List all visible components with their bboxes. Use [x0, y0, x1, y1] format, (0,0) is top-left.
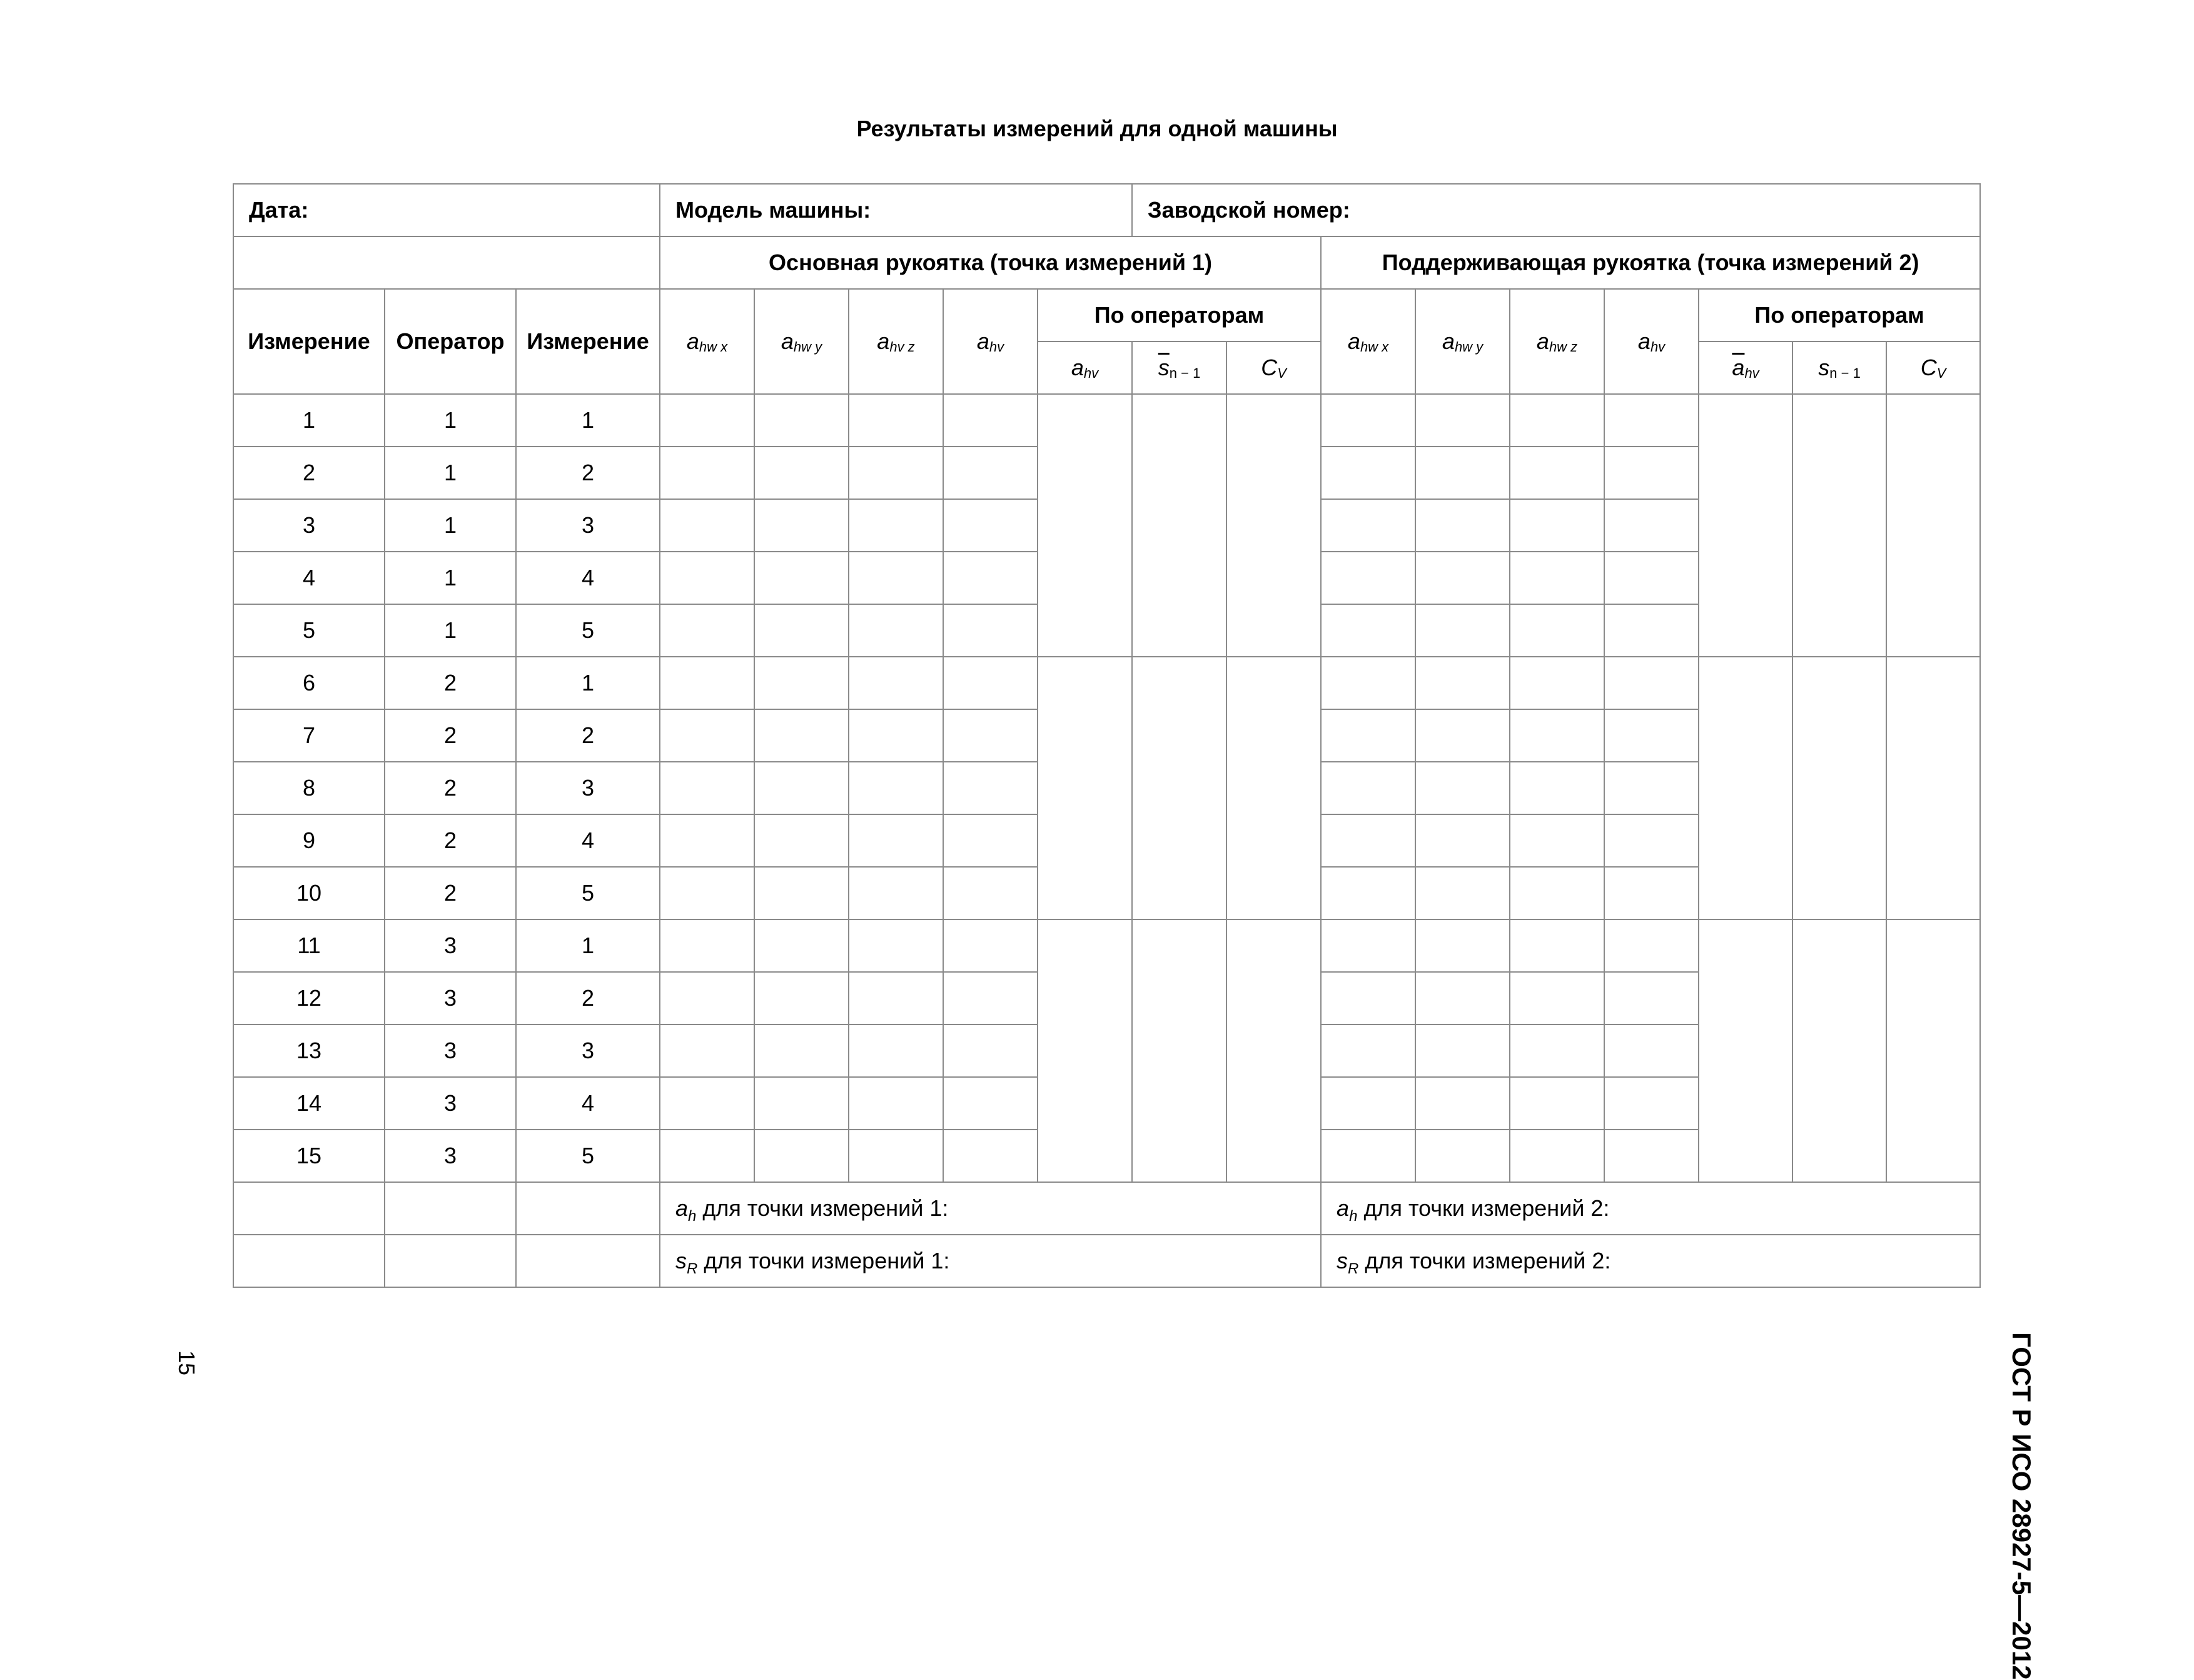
main-handle-value-cell[interactable] — [849, 604, 943, 657]
col-header-ahwy-2: $a_{hw y}$ — [1415, 289, 1510, 394]
support-handle-value-cell[interactable] — [1415, 709, 1510, 762]
measurement-number-cell: 15 — [233, 1130, 385, 1182]
col-header-measurement: Измерение — [233, 289, 385, 394]
main-handle-value-cell[interactable] — [849, 919, 943, 972]
support-handle-value-cell[interactable] — [1321, 552, 1415, 604]
operator-measurement-cell: 2 — [516, 709, 660, 762]
main-handle-value-cell[interactable] — [660, 657, 754, 709]
operator-cell: 1 — [385, 499, 516, 552]
main-handle-operator-stat-cell[interactable] — [1132, 919, 1226, 1182]
support-handle-value-cell[interactable] — [1604, 447, 1699, 499]
support-handle-value-cell[interactable] — [1510, 657, 1604, 709]
measurement-number-cell: 10 — [233, 867, 385, 919]
main-handle-value-cell[interactable] — [849, 394, 943, 447]
support-handle-value-cell[interactable] — [1415, 762, 1510, 814]
support-handle-value-cell[interactable] — [1415, 447, 1510, 499]
support-handle-value-cell[interactable] — [1604, 1130, 1699, 1182]
support-handle-operator-stat-cell[interactable] — [1699, 919, 1792, 1182]
main-handle-value-cell[interactable] — [754, 919, 849, 972]
main-handle-operator-stat-cell[interactable] — [1038, 919, 1132, 1182]
main-handle-value-cell[interactable] — [660, 972, 754, 1025]
by-operators-header-1: По операторам — [1038, 289, 1321, 342]
support-handle-value-cell[interactable] — [1604, 499, 1699, 552]
measurement-number-cell: 7 — [233, 709, 385, 762]
main-handle-operator-stat-cell[interactable] — [1226, 919, 1321, 1182]
support-handle-operator-stat-cell[interactable] — [1699, 657, 1792, 919]
support-handle-operator-stat-cell[interactable] — [1792, 394, 1886, 657]
main-handle-value-cell[interactable] — [849, 867, 943, 919]
main-handle-value-cell[interactable] — [754, 447, 849, 499]
operator-cell: 1 — [385, 604, 516, 657]
standard-code: ГОСТ Р ИСО 28927-5—2012 — [2007, 1332, 2036, 1680]
measurement-number-cell: 9 — [233, 814, 385, 867]
sr-point1-field[interactable]: $s_R$ для точки измерений 1: — [660, 1235, 1321, 1287]
main-handle-value-cell[interactable] — [849, 447, 943, 499]
main-handle-value-cell[interactable] — [943, 657, 1038, 709]
main-handle-value-cell[interactable] — [849, 1077, 943, 1130]
support-handle-operator-stat-cell[interactable] — [1886, 394, 1980, 657]
measurement-results-table — [233, 183, 1981, 1288]
operator-cell: 3 — [385, 919, 516, 972]
main-handle-value-cell[interactable] — [660, 762, 754, 814]
main-handle-value-cell[interactable] — [660, 919, 754, 972]
main-handle-value-cell[interactable] — [754, 1130, 849, 1182]
col-header-sn1-2: $s_{n - 1}$ — [1792, 342, 1886, 394]
support-handle-value-cell[interactable] — [1321, 867, 1415, 919]
ah-point1-field[interactable]: $a_h$ для точки измерений 1: — [660, 1182, 1321, 1235]
col-header-ahwx-1: $a_{hw x}$ — [660, 289, 754, 394]
operator-cell: 3 — [385, 1025, 516, 1077]
main-handle-value-cell[interactable] — [754, 552, 849, 604]
operator-cell: 1 — [385, 447, 516, 499]
main-handle-value-cell[interactable] — [754, 972, 849, 1025]
main-handle-value-cell[interactable] — [754, 1077, 849, 1130]
support-handle-value-cell[interactable] — [1510, 709, 1604, 762]
main-handle-value-cell[interactable] — [660, 1130, 754, 1182]
operator-measurement-cell: 2 — [516, 972, 660, 1025]
measurement-number-cell: 8 — [233, 762, 385, 814]
col-header-ahwx-2: $a_{hw x}$ — [1321, 289, 1415, 394]
main-handle-value-cell[interactable] — [943, 499, 1038, 552]
footer-empty-cell — [516, 1182, 660, 1235]
measurement-number-cell: 12 — [233, 972, 385, 1025]
support-handle-value-cell[interactable] — [1510, 447, 1604, 499]
support-handle-value-cell[interactable] — [1510, 919, 1604, 972]
main-handle-value-cell[interactable] — [660, 1077, 754, 1130]
main-handle-value-cell[interactable] — [943, 552, 1038, 604]
support-handle-operator-stat-cell[interactable] — [1792, 657, 1886, 919]
machine-model-field[interactable]: Модель машины: — [660, 184, 1132, 236]
main-handle-operator-stat-cell[interactable] — [1132, 657, 1226, 919]
operator-measurement-cell: 1 — [516, 919, 660, 972]
support-handle-value-cell[interactable] — [1604, 552, 1699, 604]
support-handle-value-cell[interactable] — [1321, 394, 1415, 447]
operator-cell: 1 — [385, 394, 516, 447]
support-handle-value-cell[interactable] — [1321, 499, 1415, 552]
support-handle-value-cell[interactable] — [1415, 657, 1510, 709]
support-handle-value-cell[interactable] — [1510, 972, 1604, 1025]
main-handle-value-cell[interactable] — [849, 499, 943, 552]
page-title: Результаты измерений для одной машины — [856, 116, 1338, 141]
operator-measurement-cell: 3 — [516, 499, 660, 552]
header-info-row — [233, 184, 1980, 236]
main-handle-value-cell[interactable] — [849, 552, 943, 604]
main-handle-value-cell[interactable] — [660, 552, 754, 604]
main-handle-value-cell[interactable] — [754, 814, 849, 867]
support-handle-value-cell[interactable] — [1510, 552, 1604, 604]
operator-cell: 1 — [385, 552, 516, 604]
operator-measurement-cell: 4 — [516, 552, 660, 604]
group-title-row — [233, 236, 1980, 289]
support-handle-value-cell[interactable] — [1510, 814, 1604, 867]
support-handle-value-cell[interactable] — [1321, 1025, 1415, 1077]
main-handle-value-cell[interactable] — [943, 867, 1038, 919]
support-handle-value-cell[interactable] — [1415, 499, 1510, 552]
main-handle-value-cell[interactable] — [849, 762, 943, 814]
main-handle-value-cell[interactable] — [849, 1025, 943, 1077]
empty-header-cell — [233, 236, 660, 289]
col-header-ahv-mean-2: $\overline{a}_{hv}$ — [1699, 342, 1792, 394]
support-handle-operator-stat-cell[interactable] — [1886, 657, 1980, 919]
data-rows — [233, 394, 1980, 1182]
operator-measurement-cell: 3 — [516, 1025, 660, 1077]
main-handle-value-cell[interactable] — [943, 814, 1038, 867]
operator-measurement-cell: 3 — [516, 762, 660, 814]
col-header-ahv-mean-1: $a_{hv}$ — [1038, 342, 1132, 394]
measurement-number-cell: 11 — [233, 919, 385, 972]
operator-measurement-cell: 1 — [516, 657, 660, 709]
operator-cell: 3 — [385, 1130, 516, 1182]
operator-measurement-cell: 4 — [516, 1077, 660, 1130]
support-handle-value-cell[interactable] — [1321, 972, 1415, 1025]
ah-point2-field[interactable]: $a_h$ для точки измерений 2: — [1321, 1182, 1980, 1235]
main-handle-value-cell[interactable] — [660, 604, 754, 657]
operator-measurement-cell: 2 — [516, 447, 660, 499]
main-handle-value-cell[interactable] — [660, 867, 754, 919]
main-handle-value-cell[interactable] — [754, 762, 849, 814]
by-operators-header-2: По операторам — [1699, 289, 1980, 342]
support-handle-value-cell[interactable] — [1415, 1025, 1510, 1077]
table-row — [233, 657, 1980, 709]
main-handle-value-cell[interactable] — [660, 814, 754, 867]
operator-cell: 2 — [385, 814, 516, 867]
main-handle-operator-stat-cell[interactable] — [1226, 394, 1321, 657]
page-number: 15 — [174, 1350, 200, 1376]
operator-cell: 2 — [385, 867, 516, 919]
table-row — [233, 919, 1980, 972]
main-handle-value-cell[interactable] — [943, 1077, 1038, 1130]
support-handle-value-cell[interactable] — [1510, 867, 1604, 919]
operator-cell: 2 — [385, 709, 516, 762]
main-handle-value-cell[interactable] — [660, 709, 754, 762]
support-handle-value-cell[interactable] — [1510, 604, 1604, 657]
col-header-cv-1: $C_V$ — [1226, 342, 1321, 394]
support-handle-value-cell[interactable] — [1510, 499, 1604, 552]
main-handle-value-cell[interactable] — [943, 709, 1038, 762]
footer-empty-cell — [385, 1235, 516, 1287]
col-header-measurement-2: Измерение — [516, 289, 660, 394]
main-handle-value-cell[interactable] — [660, 1025, 754, 1077]
operator-measurement-cell: 5 — [516, 867, 660, 919]
main-handle-value-cell[interactable] — [660, 447, 754, 499]
support-handle-value-cell[interactable] — [1415, 814, 1510, 867]
support-handle-operator-stat-cell[interactable] — [1792, 919, 1886, 1182]
support-handle-value-cell[interactable] — [1604, 709, 1699, 762]
column-header-row-1 — [233, 289, 1980, 342]
support-handle-value-cell[interactable] — [1510, 394, 1604, 447]
measurement-number-cell: 14 — [233, 1077, 385, 1130]
operator-cell: 2 — [385, 657, 516, 709]
operator-cell: 3 — [385, 972, 516, 1025]
operator-cell: 3 — [385, 1077, 516, 1130]
support-handle-value-cell[interactable] — [1321, 657, 1415, 709]
operator-measurement-cell: 5 — [516, 604, 660, 657]
support-handle-value-cell[interactable] — [1321, 447, 1415, 499]
date-field[interactable]: Дата: — [233, 184, 660, 236]
main-handle-operator-stat-cell[interactable] — [1038, 394, 1132, 657]
support-handle-value-cell[interactable] — [1604, 814, 1699, 867]
support-handle-value-cell[interactable] — [1321, 814, 1415, 867]
footer-empty-cell — [233, 1182, 385, 1235]
support-handle-value-cell[interactable] — [1604, 972, 1699, 1025]
col-header-cv-2: $C_V$ — [1886, 342, 1980, 394]
main-handle-value-cell[interactable] — [943, 1025, 1038, 1077]
measurement-number-cell: 4 — [233, 552, 385, 604]
col-header-ahvz-1: $a_{hv z}$ — [849, 289, 943, 394]
operator-measurement-cell: 5 — [516, 1130, 660, 1182]
support-handle-value-cell[interactable] — [1604, 604, 1699, 657]
main-handle-operator-stat-cell[interactable] — [1226, 657, 1321, 919]
support-handle-value-cell[interactable] — [1604, 394, 1699, 447]
main-handle-value-cell[interactable] — [943, 919, 1038, 972]
support-handle-value-cell[interactable] — [1604, 762, 1699, 814]
support-handle-group-title: Поддерживающая рукоятка (точка измерений 2) — [1321, 236, 1980, 289]
operator-measurement-cell: 1 — [516, 394, 660, 447]
support-handle-value-cell[interactable] — [1604, 657, 1699, 709]
measurement-number-cell: 2 — [233, 447, 385, 499]
footer-empty-cell — [516, 1235, 660, 1287]
support-handle-value-cell[interactable] — [1510, 1130, 1604, 1182]
support-handle-value-cell[interactable] — [1604, 1077, 1699, 1130]
main-handle-group-title: Основная рукоятка (точка измерений 1) — [660, 236, 1321, 289]
support-handle-value-cell[interactable] — [1415, 867, 1510, 919]
footer-rows — [233, 1182, 1980, 1287]
measurement-number-cell: 5 — [233, 604, 385, 657]
main-handle-value-cell[interactable] — [660, 394, 754, 447]
main-handle-value-cell[interactable] — [849, 972, 943, 1025]
main-handle-value-cell[interactable] — [943, 972, 1038, 1025]
main-handle-value-cell[interactable] — [754, 394, 849, 447]
main-handle-operator-stat-cell[interactable] — [1038, 657, 1132, 919]
sr-point2-field[interactable]: $s_R$ для точки измерений 2: — [1321, 1235, 1980, 1287]
footer-row-sr — [233, 1235, 1980, 1287]
col-header-ahwy-1: $a_{hw y}$ — [754, 289, 849, 394]
main-handle-value-cell[interactable] — [943, 447, 1038, 499]
footer-row-ah — [233, 1182, 1980, 1235]
main-handle-value-cell[interactable] — [849, 709, 943, 762]
main-handle-value-cell[interactable] — [943, 1130, 1038, 1182]
serial-number-field[interactable]: Заводской номер: — [1132, 184, 1980, 236]
measurement-number-cell: 3 — [233, 499, 385, 552]
main-handle-value-cell[interactable] — [754, 1025, 849, 1077]
col-header-operator: Оператор — [385, 289, 516, 394]
operator-measurement-cell: 4 — [516, 814, 660, 867]
col-header-ahwz-2: $a_{hw z}$ — [1510, 289, 1604, 394]
support-handle-value-cell[interactable] — [1415, 919, 1510, 972]
main-handle-value-cell[interactable] — [660, 499, 754, 552]
main-handle-value-cell[interactable] — [943, 394, 1038, 447]
support-handle-value-cell[interactable] — [1321, 709, 1415, 762]
main-handle-operator-stat-cell[interactable] — [1132, 394, 1226, 657]
support-handle-value-cell[interactable] — [1415, 972, 1510, 1025]
support-handle-value-cell[interactable] — [1604, 1025, 1699, 1077]
footer-empty-cell — [233, 1235, 385, 1287]
support-handle-value-cell[interactable] — [1321, 1130, 1415, 1182]
support-handle-operator-stat-cell[interactable] — [1886, 919, 1980, 1182]
support-handle-value-cell[interactable] — [1415, 394, 1510, 447]
main-handle-value-cell[interactable] — [754, 709, 849, 762]
main-handle-value-cell[interactable] — [849, 1130, 943, 1182]
main-handle-value-cell[interactable] — [754, 499, 849, 552]
support-handle-value-cell[interactable] — [1321, 1077, 1415, 1130]
main-handle-value-cell[interactable] — [754, 604, 849, 657]
table-row — [233, 394, 1980, 447]
col-header-ahv-2: $a_{hv}$ — [1604, 289, 1699, 394]
support-handle-value-cell[interactable] — [1510, 1077, 1604, 1130]
support-handle-value-cell[interactable] — [1604, 867, 1699, 919]
col-header-ahv-1: $a_{hv}$ — [943, 289, 1038, 394]
main-handle-value-cell[interactable] — [849, 814, 943, 867]
support-handle-value-cell[interactable] — [1510, 1025, 1604, 1077]
main-handle-value-cell[interactable] — [849, 657, 943, 709]
measurement-number-cell: 1 — [233, 394, 385, 447]
support-handle-value-cell[interactable] — [1321, 762, 1415, 814]
support-handle-value-cell[interactable] — [1415, 604, 1510, 657]
support-handle-value-cell[interactable] — [1321, 604, 1415, 657]
support-handle-value-cell[interactable] — [1415, 1130, 1510, 1182]
support-handle-value-cell[interactable] — [1415, 1077, 1510, 1130]
main-handle-value-cell[interactable] — [754, 657, 849, 709]
support-handle-operator-stat-cell[interactable] — [1699, 394, 1792, 657]
footer-empty-cell — [385, 1182, 516, 1235]
support-handle-value-cell[interactable] — [1415, 552, 1510, 604]
support-handle-value-cell[interactable] — [1510, 762, 1604, 814]
operator-cell: 2 — [385, 762, 516, 814]
main-handle-value-cell[interactable] — [754, 867, 849, 919]
measurement-number-cell: 13 — [233, 1025, 385, 1077]
col-header-sn1-1: $\overline{s}_{n - 1}$ — [1132, 342, 1226, 394]
measurement-number-cell: 6 — [233, 657, 385, 709]
support-handle-value-cell[interactable] — [1321, 919, 1415, 972]
support-handle-value-cell[interactable] — [1604, 919, 1699, 972]
main-handle-value-cell[interactable] — [943, 604, 1038, 657]
main-handle-value-cell[interactable] — [943, 762, 1038, 814]
